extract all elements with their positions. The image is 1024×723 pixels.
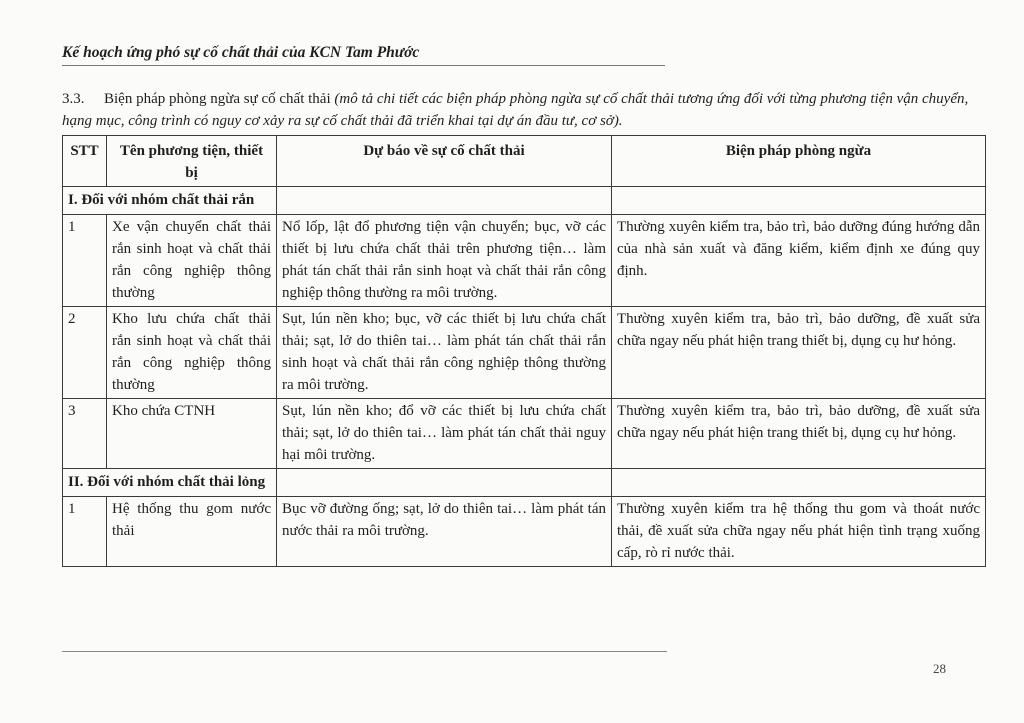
table-header-row xyxy=(63,136,986,187)
document-header-title: Kế hoạch ứng phó sự cố chất thải của KCN Tam Phước xyxy=(62,44,420,61)
row-measures: Thường xuyên kiểm tra, bảo trì, bảo dưỡng, đề xuất sửa chữa ngay nếu phát hiện trang thiết bị, dụng cụ hư hỏng. xyxy=(612,307,986,399)
row-measures: Thường xuyên kiểm tra, bảo trì, bảo dưỡng, đề xuất sửa chữa ngay nếu phát hiện trang thiết bị, dụng cụ hư hỏng. xyxy=(612,399,986,469)
page-number: 28 xyxy=(933,661,946,676)
header-stt: STT xyxy=(63,136,107,187)
header-forecast: Dự báo về sự cố chất thải xyxy=(277,136,612,187)
group-empty-cell xyxy=(612,187,986,215)
group-empty-cell xyxy=(612,469,986,497)
table-row xyxy=(63,497,986,567)
row-measures: Thường xuyên kiểm tra, bảo trì, bảo dưỡng đúng hướng dẫn của nhà sản xuất và đăng kiểm, kiểm định xe đúng quy định. xyxy=(612,215,986,307)
header-divider xyxy=(62,65,665,66)
group-row-solid-waste xyxy=(63,187,986,215)
footer-divider xyxy=(62,651,667,652)
prevention-measures-table xyxy=(62,135,986,567)
row-name: Kho chứa CTNH xyxy=(107,399,277,469)
row-stt: 3 xyxy=(63,399,107,469)
row-measures: Thường xuyên kiểm tra hệ thống thu gom và thoát nước thải, đề xuất sửa chữa ngay nếu phát hiện tình trạng xuống cấp, rò rỉ nước thải. xyxy=(612,497,986,567)
row-forecast: Nổ lốp, lật đổ phương tiện vận chuyển; bục, vỡ các thiết bị lưu chứa chất thải trên phương tiện… làm phát tán chất thải rắn sinh hoạt và chất thải rắn công nghiệp thông thường ra môi trường. xyxy=(277,215,612,307)
section-lead-in: Biện pháp phòng ngừa sự cố chất thải xyxy=(104,91,331,107)
header-measures: Biện pháp phòng ngừa xyxy=(612,136,986,187)
table-row xyxy=(63,307,986,399)
row-stt: 1 xyxy=(63,497,107,567)
table-row xyxy=(63,399,986,469)
section-number: 3.3. xyxy=(62,91,85,107)
row-name: Hệ thống thu gom nước thải xyxy=(107,497,277,567)
group-title: II. Đối với nhóm chất thải lỏng xyxy=(63,469,277,497)
group-title: I. Đối với nhóm chất thải rắn xyxy=(63,187,277,215)
group-empty-cell xyxy=(277,469,612,497)
section-description: (mô tả chi tiết các biện pháp phòng ngừa sự cố chất thải tương ứng đối với từng phương tiện vận chuyển, hạng mục, công trình có nguy cơ xảy ra sự cố chất thải đã triển khai tại dự án đầu tư, cơ sở). xyxy=(62,91,969,129)
row-forecast: Sụt, lún nền kho; đổ vỡ các thiết bị lưu chứa chất thải; sạt, lở do thiên tai… làm phát tán chất thải nguy hại môi trường. xyxy=(277,399,612,469)
row-name: Kho lưu chứa chất thải rắn sinh hoạt và chất thải rắn công nghiệp thông thường xyxy=(107,307,277,399)
row-name: Xe vận chuyển chất thải rắn sinh hoạt và chất thải rắn công nghiệp thông thường xyxy=(107,215,277,307)
section-intro xyxy=(62,88,982,132)
row-forecast: Sụt, lún nền kho; bục, vỡ các thiết bị lưu chứa chất thải; sạt, lở do thiên tai… làm phát tán chất thải rắn sinh hoạt và chất thải rắn công nghiệp thông thường ra môi trường. xyxy=(277,307,612,399)
row-stt: 1 xyxy=(63,215,107,307)
row-stt: 2 xyxy=(63,307,107,399)
header-name: Tên phương tiện, thiết bị xyxy=(107,136,277,187)
group-empty-cell xyxy=(277,187,612,215)
table-row xyxy=(63,215,986,307)
row-forecast: Bục vỡ đường ống; sạt, lở do thiên tai… làm phát tán nước thải ra môi trường. xyxy=(277,497,612,567)
group-row-liquid-waste xyxy=(63,469,986,497)
